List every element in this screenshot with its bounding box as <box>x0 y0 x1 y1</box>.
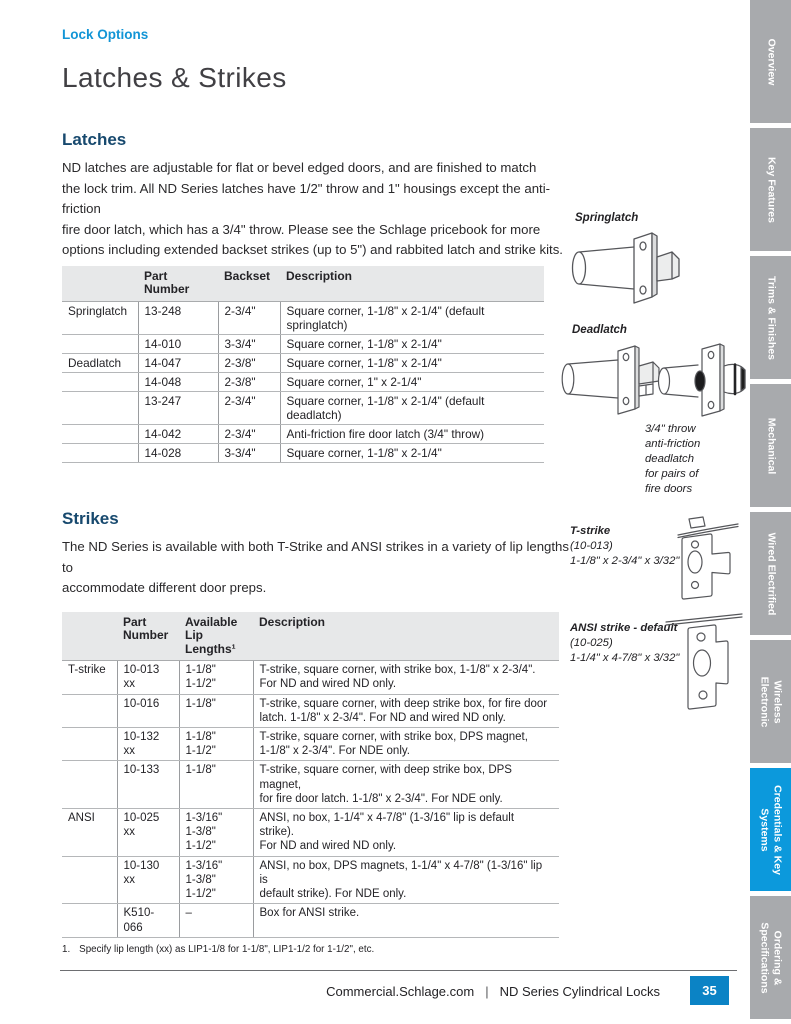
strikes-table <box>62 612 559 938</box>
group-cell: ANSI <box>62 809 117 857</box>
column-header <box>62 266 138 302</box>
caption-line: 3/4" throw <box>645 423 696 435</box>
tab-label-line: Mechanical <box>764 417 777 474</box>
footer-document-title: ND Series Cylindrical Locks <box>499 984 660 999</box>
description-cell: Square corner, 1-1/8" x 2-1/4" (default deadlatch) <box>280 391 544 424</box>
description-line: Box for ANSI strike. <box>259 907 360 920</box>
tab-label-line: Credentials & Key <box>771 784 783 875</box>
group-cell <box>62 443 138 462</box>
intro-line: fire door latch, which has a 3/4" throw. Please see the Schlage pricebook for more <box>62 221 541 237</box>
tab-label <box>764 512 777 635</box>
part-number-cell: 10-025 xx <box>117 809 179 857</box>
footnote-marker: 1. <box>62 943 71 955</box>
table-row <box>62 372 544 391</box>
column-header <box>253 612 559 661</box>
strikes-footnote <box>62 944 564 955</box>
tstrike-part: (10-013) <box>570 540 613 552</box>
lip-length-line: 1-1/2" <box>185 888 216 901</box>
group-cell <box>62 334 138 353</box>
section-tab-sidebar <box>750 0 791 1024</box>
tab-label-line: Wired Electrified <box>764 532 777 615</box>
part-number-cell: 10-133 <box>117 761 179 809</box>
description-line: for fire door latch. 1-1/8" x 2-3/4". For NDE only. <box>259 792 503 805</box>
group-cell <box>62 694 117 727</box>
ansi-part: (10-025) <box>570 637 613 649</box>
lip-length-line: 1-1/2" <box>185 745 216 758</box>
tab-label <box>758 896 783 1019</box>
deadlatch-label: Deadlatch <box>572 324 627 336</box>
tab-ordering-specifications[interactable] <box>750 896 791 1019</box>
description-cell <box>253 809 559 857</box>
page-number-badge: 35 <box>690 976 729 1005</box>
lip-length-line: 1-3/8" <box>185 873 216 886</box>
lip-length-line: 1-1/2" <box>185 678 216 691</box>
group-cell <box>62 372 138 391</box>
part-number-cell: 13-248 <box>138 301 218 334</box>
table-row <box>62 761 559 809</box>
tab-label-line: Specifications <box>758 921 771 994</box>
description-cell <box>253 694 559 727</box>
group-cell: Deadlatch <box>62 353 138 372</box>
footer-site-link[interactable]: Commercial.Schlage.com <box>326 984 475 999</box>
intro-line: the lock trim. All ND Series latches have 1/2" throw and 1" housings except the anti-friction <box>62 180 551 217</box>
strikes-table-header-row <box>62 612 559 661</box>
backset-cell: 2-3/4" <box>218 391 280 424</box>
column-header <box>179 612 253 661</box>
part-number-cell: 10-016 <box>117 694 179 727</box>
part-number-cell: 14-028 <box>138 443 218 462</box>
description-line: T-strike, square corner, with strike box, 1-1/8" x 2-3/4". <box>259 664 536 677</box>
description-line: ANSI, no box, DPS magnets, 1-1/4" x 4-7/8" (1-3/16" lip is <box>259 859 543 886</box>
column-header <box>117 612 179 661</box>
table-row <box>62 809 559 857</box>
description-line: 1-1/8" x 2-3/4". For NDE only. <box>259 745 410 758</box>
description-cell: Square corner, 1-1/8" x 2-1/4" <box>280 443 544 462</box>
tab-label-line: Overview <box>764 38 777 85</box>
part-number-cell: K510-066 <box>117 904 179 937</box>
description-cell: Anti-friction fire door latch (3/4" throw) <box>280 424 544 443</box>
group-cell <box>62 856 117 904</box>
lip-length-line: 1-3/8" <box>185 826 216 839</box>
footer <box>0 984 660 999</box>
lip-length-line: 1-3/16" <box>185 812 223 825</box>
tab-label <box>764 256 777 379</box>
lip-length-line: 1-1/8" <box>185 764 216 777</box>
latches-intro <box>62 158 582 261</box>
description-line: ANSI, no box, 1-1/4" x 4-7/8" (1-3/16" lip is default strike). <box>259 812 515 839</box>
description-cell: Square corner, 1-1/8" x 2-1/4" <box>280 353 544 372</box>
table-row <box>62 694 559 727</box>
group-cell <box>62 391 138 424</box>
tab-label <box>764 0 777 123</box>
lip-lengths-cell <box>179 904 253 937</box>
lip-lengths-cell <box>179 761 253 809</box>
page-title: Latches & Strikes <box>62 62 287 93</box>
table-row <box>62 424 544 443</box>
strikes-table-body <box>62 661 559 937</box>
backset-cell: 3-3/4" <box>218 334 280 353</box>
breadcrumb: Lock Options <box>62 27 149 42</box>
tab-label-line: Trims & Finishes <box>764 275 777 360</box>
lip-lengths-cell <box>179 856 253 904</box>
group-cell <box>62 728 117 761</box>
description-cell <box>253 661 559 694</box>
ansi-strike-illustration <box>662 610 746 714</box>
tab-label <box>764 384 777 507</box>
tab-trims-finishes[interactable] <box>750 256 791 379</box>
description-line: T-strike, square corner, with strike box, DPS magnet, <box>259 731 528 744</box>
part-number-cell: 14-010 <box>138 334 218 353</box>
table-row <box>62 904 559 937</box>
tab-label <box>758 640 783 763</box>
table-row <box>62 856 559 904</box>
ansi-name: ANSI strike - default <box>570 622 678 634</box>
footnote-text: Specify lip length (xx) as LIP1-1/8 for 1-1/8", LIP1-1/2 for 1-1/2", etc. <box>79 943 375 955</box>
description-cell <box>253 728 559 761</box>
group-cell <box>62 904 117 937</box>
lip-length-line: – <box>185 907 192 920</box>
tab-wired-electrified[interactable] <box>750 512 791 635</box>
table-row <box>62 661 559 694</box>
description-line: For ND and wired ND only. <box>259 840 397 853</box>
caption-line: for pairs of <box>645 468 699 480</box>
tab-key-features[interactable] <box>750 128 791 251</box>
latches-table-header-row <box>62 266 544 302</box>
description-cell: Square corner, 1-1/8" x 2-1/4" (default springlatch) <box>280 301 544 334</box>
strikes-intro <box>62 537 582 599</box>
description-line: latch. 1-1/8" x 2-3/4". For ND and wired ND only. <box>259 711 506 724</box>
part-number-cell: 13-247 <box>138 391 218 424</box>
lip-lengths-cell <box>179 661 253 694</box>
table-row <box>62 353 544 372</box>
tab-label-line: Wireless <box>771 679 783 724</box>
lip-length-line: 1-1/8" <box>185 697 216 710</box>
description-cell <box>253 856 559 904</box>
table-row <box>62 334 544 353</box>
main-content <box>62 0 569 955</box>
tstrike-name: T-strike <box>570 525 611 537</box>
latches-table <box>62 266 544 463</box>
deadlatch-illustration <box>558 339 750 423</box>
backset-cell: 2-3/4" <box>218 301 280 334</box>
springlatch-illustration <box>566 227 706 309</box>
tab-label-line: Key Features <box>764 156 777 223</box>
latches-table-body <box>62 301 544 462</box>
strikes-heading: Strikes <box>62 508 119 528</box>
part-number-cell: 10-130 xx <box>117 856 179 904</box>
tstrike-dims: 1-1/8" x 2-3/4" x 3/32" <box>570 555 680 567</box>
table-row <box>62 728 559 761</box>
description-cell <box>253 761 559 809</box>
lip-length-line: 1-1/8" <box>185 731 216 744</box>
part-number-cell: 14-048 <box>138 372 218 391</box>
caption-line: deadlatch <box>645 453 694 465</box>
column-header: Description <box>280 266 544 302</box>
header-line: Part <box>123 614 147 629</box>
tab-label-line: Electronic <box>758 676 771 727</box>
table-row <box>62 443 544 462</box>
caption-line: fire doors <box>645 483 693 495</box>
description-line: T-strike, square corner, with deep strike box, DPS magnet, <box>259 764 512 791</box>
footer-separator: | <box>485 984 489 999</box>
intro-line: ND latches are adjustable for flat or bevel edged doors, and are finished to match <box>62 160 537 175</box>
latches-heading: Latches <box>62 130 127 149</box>
footer-divider <box>60 970 737 971</box>
header-line: Description <box>259 614 326 629</box>
group-cell <box>62 424 138 443</box>
intro-line: The ND Series is available with both T-Strike and ANSI strikes in a variety of lip lengths to <box>62 538 569 575</box>
ansi-dims: 1-1/4" x 4-7/8" x 3/32" <box>570 652 680 664</box>
tab-label-line: Ordering & <box>771 930 783 985</box>
tab-overview[interactable] <box>750 0 791 123</box>
deadlatch-caption <box>645 422 700 497</box>
tab-mechanical[interactable] <box>750 384 791 507</box>
description-cell: Square corner, 1-1/8" x 2-1/4" <box>280 334 544 353</box>
column-header: Backset <box>218 266 280 302</box>
backset-cell: 3-3/4" <box>218 443 280 462</box>
tstrike-illustration <box>662 514 742 608</box>
intro-line: options including extended backset strikes (up to 5") and rabbited latch and strike kits. <box>62 242 563 258</box>
part-number-cell: 14-042 <box>138 424 218 443</box>
column-header <box>62 612 117 661</box>
tab-label <box>758 768 783 891</box>
tab-label <box>764 128 777 251</box>
lip-length-line: 1-1/8" <box>185 664 216 677</box>
backset-cell: 2-3/8" <box>218 372 280 391</box>
group-cell: T-strike <box>62 661 117 694</box>
description-line: T-strike, square corner, with deep strike box, for fire door <box>259 697 548 710</box>
part-number-cell: 14-047 <box>138 353 218 372</box>
part-number-cell: 10-132 xx <box>117 728 179 761</box>
header-line: Available <box>185 614 238 629</box>
lip-length-line: 1-3/16" <box>185 859 223 872</box>
part-number-cell: 10-013 xx <box>117 661 179 694</box>
lip-lengths-cell <box>179 694 253 727</box>
tab-credentials-key-systems[interactable] <box>750 768 791 891</box>
intro-line: accommodate different door preps. <box>62 580 267 596</box>
column-header: Part Number <box>138 266 218 302</box>
description-cell <box>253 904 559 937</box>
tab-wireless-electronic[interactable] <box>750 640 791 763</box>
backset-cell: 2-3/4" <box>218 424 280 443</box>
description-cell: Square corner, 1" x 2-1/4" <box>280 372 544 391</box>
lip-lengths-cell <box>179 728 253 761</box>
group-cell: Springlatch <box>62 301 138 334</box>
springlatch-label: Springlatch <box>575 212 639 224</box>
description-line: For ND and wired ND only. <box>259 678 397 691</box>
table-row <box>62 391 544 424</box>
header-line: Number <box>123 628 169 643</box>
tab-label-line: Systems <box>758 807 771 852</box>
lip-length-line: 1-1/2" <box>185 840 216 853</box>
description-line: default strike). For NDE only. <box>259 888 407 901</box>
group-cell <box>62 761 117 809</box>
backset-cell: 2-3/8" <box>218 353 280 372</box>
header-line: Lip Lengths¹ <box>185 628 236 656</box>
table-row <box>62 301 544 334</box>
caption-line: anti-friction <box>645 438 701 450</box>
lip-lengths-cell <box>179 809 253 857</box>
